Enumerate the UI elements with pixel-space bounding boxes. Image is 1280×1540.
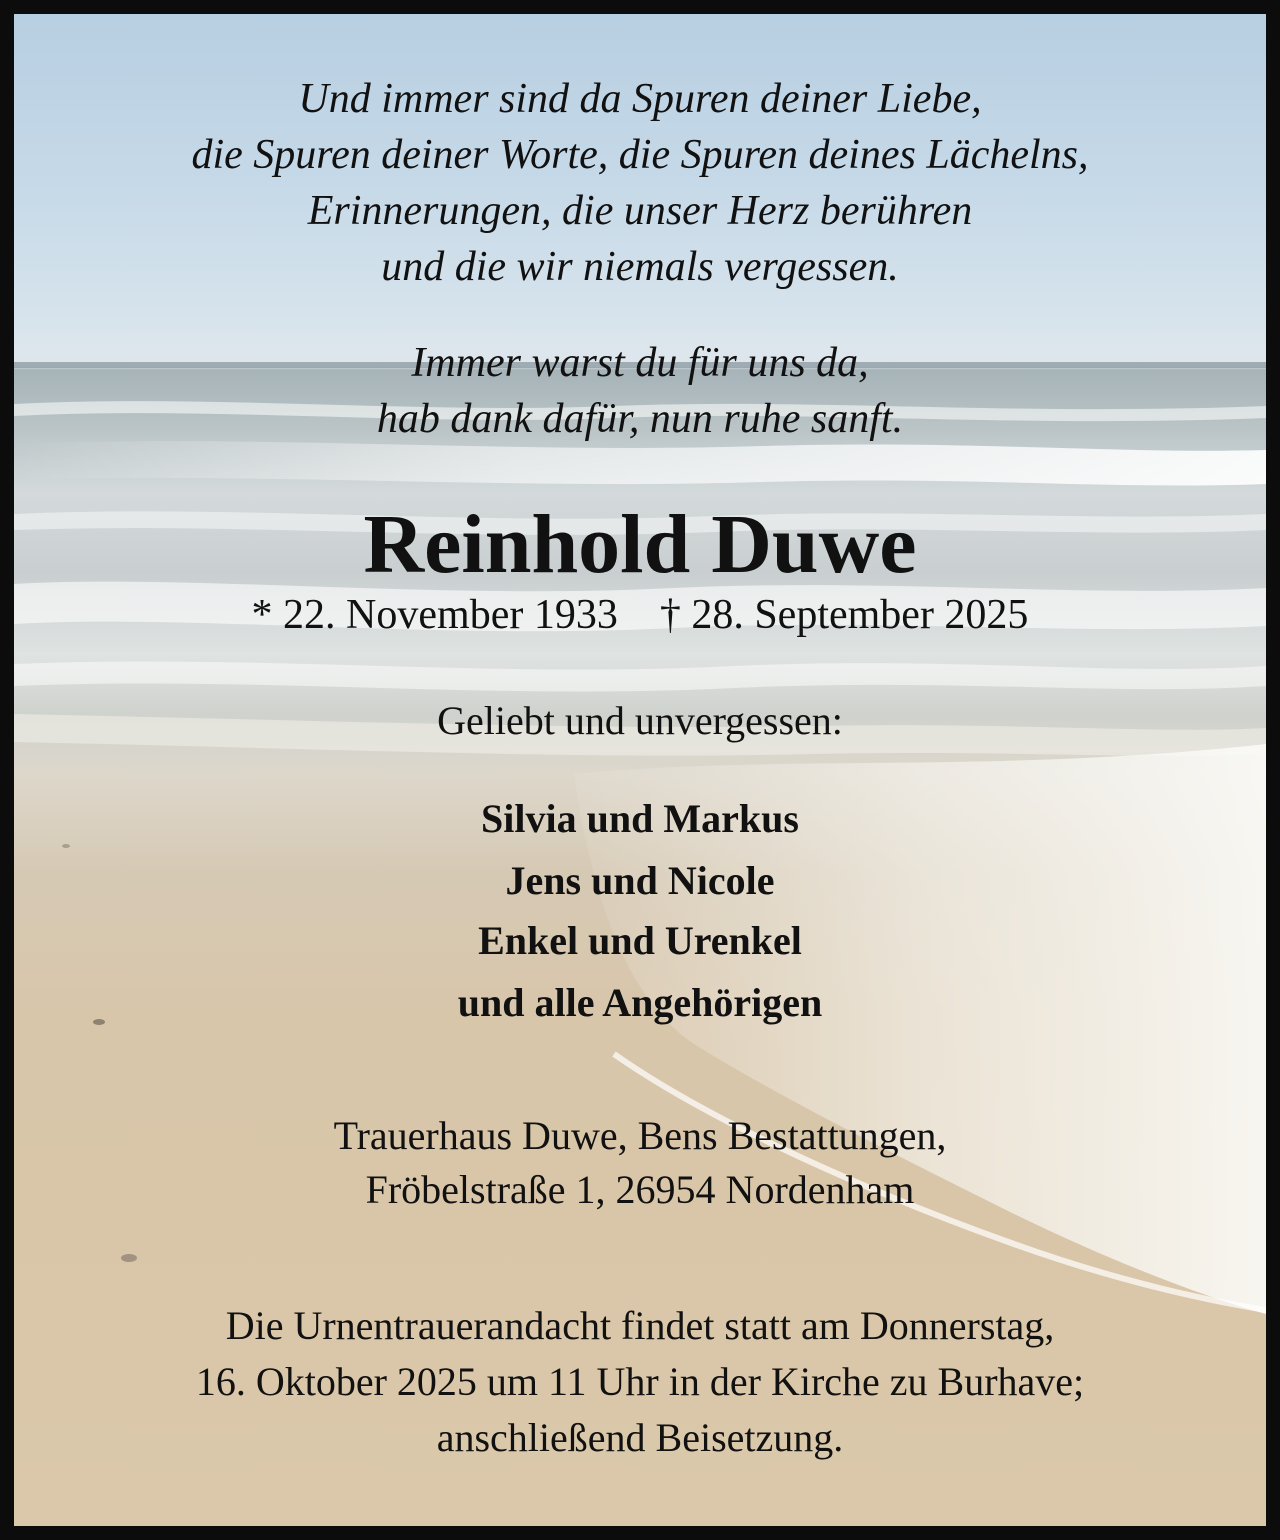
poem-line: Erinnerungen, die unser Herz berühren	[307, 188, 973, 234]
obituary-notice	[14, 14, 1266, 1526]
life-dates	[14, 589, 1266, 641]
service-info-line: Die Urnentrauerandacht findet statt am Donnerstag,	[225, 1303, 1055, 1348]
mourner-name: und alle Angehörigen	[457, 980, 823, 1025]
service-info-line: 16. Oktober 2025 um 11 Uhr in der Kirche zu Burhave;	[195, 1359, 1085, 1404]
poem-line: Immer warst du für uns da,	[411, 340, 869, 386]
birth-date: * 22. November 1933	[251, 592, 618, 638]
funeral-home-address: Fröbelstraße 1, 26954 Nordenham	[365, 1167, 915, 1212]
poem-line: Und immer sind da Spuren deiner Liebe,	[298, 76, 982, 122]
deceased-name: Reinhold Duwe	[363, 498, 917, 591]
mourner-name: Enkel und Urenkel	[478, 918, 802, 963]
mourner-name: Silvia und Markus	[481, 796, 799, 841]
service-info-line: anschließend Beisetzung.	[436, 1415, 844, 1460]
mourners-intro: Geliebt und unvergessen:	[437, 698, 843, 743]
death-date: † 28. September 2025	[659, 592, 1029, 638]
poem-line: hab dank dafür, nun ruhe sanft.	[376, 396, 904, 442]
funeral-home-name: Trauerhaus Duwe, Bens Bestattungen,	[333, 1113, 947, 1158]
mourner-name: Jens und Nicole	[505, 858, 775, 903]
poem-line: und die wir niemals vergessen.	[381, 244, 899, 290]
poem-line: die Spuren deiner Worte, die Spuren deines Lächelns,	[191, 132, 1089, 178]
